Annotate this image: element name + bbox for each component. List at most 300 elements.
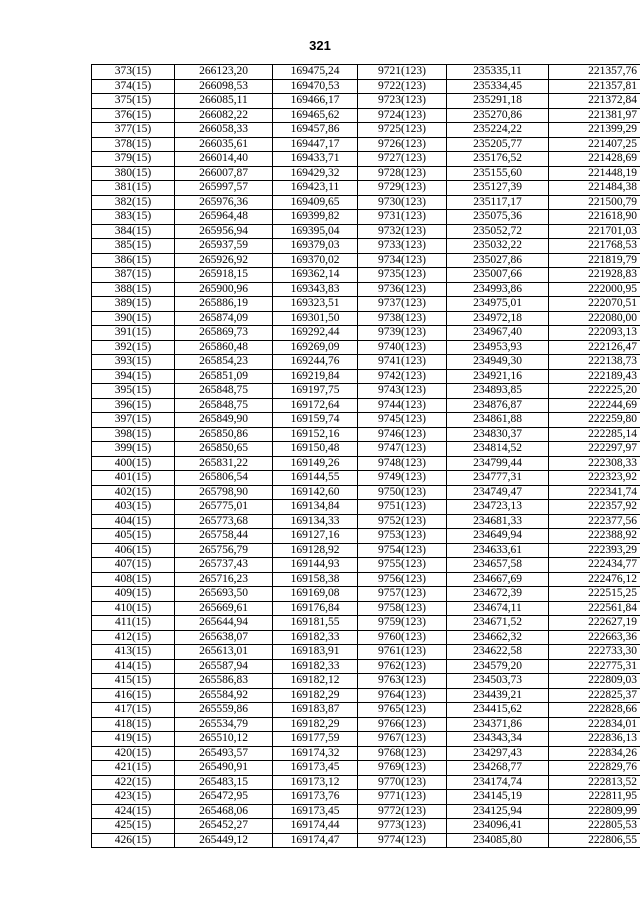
table-row — [92, 297, 640, 312]
x1-cell: 265644,94 — [175, 616, 273, 631]
table-row — [92, 355, 640, 370]
point-id2-cell: 9745(123) — [358, 413, 447, 428]
x2-cell: 235176,52 — [447, 152, 549, 167]
table-row — [92, 703, 640, 718]
point-id2-cell: 9760(123) — [358, 630, 447, 645]
y1-cell: 169182,29 — [273, 688, 358, 703]
x1-cell: 265937,59 — [175, 239, 273, 254]
point-id-cell: 425(15) — [92, 819, 175, 834]
table-row — [92, 94, 640, 109]
y2-cell: 222341,74 — [549, 485, 640, 500]
x1-cell: 265669,61 — [175, 601, 273, 616]
x1-cell: 265956,94 — [175, 224, 273, 239]
y1-cell: 169174,44 — [273, 819, 358, 834]
table-row — [92, 239, 640, 254]
y1-cell: 169395,04 — [273, 224, 358, 239]
point-id-cell: 396(15) — [92, 398, 175, 413]
y2-cell: 221768,53 — [549, 239, 640, 254]
x2-cell: 235205,77 — [447, 137, 549, 152]
x2-cell: 234667,69 — [447, 572, 549, 587]
y2-cell: 222627,19 — [549, 616, 640, 631]
table-row — [92, 732, 640, 747]
y2-cell: 222393,29 — [549, 543, 640, 558]
point-id2-cell: 9755(123) — [358, 558, 447, 573]
x1-cell: 265613,01 — [175, 645, 273, 660]
point-id-cell: 408(15) — [92, 572, 175, 587]
table-row — [92, 108, 640, 123]
y2-cell: 222829,76 — [549, 761, 640, 776]
x2-cell: 234876,87 — [447, 398, 549, 413]
table-row — [92, 282, 640, 297]
y1-cell: 169128,92 — [273, 543, 358, 558]
y1-cell: 169169,08 — [273, 587, 358, 602]
table-row — [92, 268, 640, 283]
point-id-cell: 399(15) — [92, 442, 175, 457]
x1-cell: 266007,87 — [175, 166, 273, 181]
y2-cell: 222811,95 — [549, 790, 640, 805]
point-id2-cell: 9738(123) — [358, 311, 447, 326]
x2-cell: 234633,61 — [447, 543, 549, 558]
y2-cell: 222093,13 — [549, 326, 640, 341]
x2-cell: 234861,88 — [447, 413, 549, 428]
point-id-cell: 405(15) — [92, 529, 175, 544]
x2-cell: 235155,60 — [447, 166, 549, 181]
table-row — [92, 717, 640, 732]
x2-cell: 235032,22 — [447, 239, 549, 254]
table-row — [92, 819, 640, 834]
y2-cell: 222138,73 — [549, 355, 640, 370]
y2-cell: 222515,25 — [549, 587, 640, 602]
y1-cell: 169182,12 — [273, 674, 358, 689]
x1-cell: 266035,61 — [175, 137, 273, 152]
coordinates-table-body — [92, 65, 640, 848]
y2-cell: 222377,56 — [549, 514, 640, 529]
point-id-cell: 386(15) — [92, 253, 175, 268]
y1-cell: 169174,47 — [273, 833, 358, 848]
y1-cell: 169159,74 — [273, 413, 358, 428]
point-id2-cell: 9740(123) — [358, 340, 447, 355]
point-id2-cell: 9742(123) — [358, 369, 447, 384]
y2-cell: 222834,26 — [549, 746, 640, 761]
y1-cell: 169127,16 — [273, 529, 358, 544]
table-row — [92, 326, 640, 341]
x2-cell: 235335,11 — [447, 65, 549, 80]
point-id-cell: 383(15) — [92, 210, 175, 225]
y2-cell: 222297,97 — [549, 442, 640, 457]
point-id2-cell: 9722(123) — [358, 79, 447, 94]
y1-cell: 169182,29 — [273, 717, 358, 732]
x2-cell: 234662,32 — [447, 630, 549, 645]
point-id-cell: 406(15) — [92, 543, 175, 558]
point-id-cell: 423(15) — [92, 790, 175, 805]
y2-cell: 222828,66 — [549, 703, 640, 718]
point-id-cell: 419(15) — [92, 732, 175, 747]
x2-cell: 235270,86 — [447, 108, 549, 123]
x2-cell: 234893,85 — [447, 384, 549, 399]
y1-cell: 169172,64 — [273, 398, 358, 413]
table-row — [92, 572, 640, 587]
point-id2-cell: 9756(123) — [358, 572, 447, 587]
table-row — [92, 529, 640, 544]
point-id-cell: 391(15) — [92, 326, 175, 341]
x2-cell: 234622,58 — [447, 645, 549, 660]
table-row — [92, 166, 640, 181]
x2-cell: 235075,36 — [447, 210, 549, 225]
x1-cell: 265918,15 — [175, 268, 273, 283]
y2-cell: 221928,83 — [549, 268, 640, 283]
table-row — [92, 645, 640, 660]
table-row — [92, 253, 640, 268]
x2-cell: 234268,77 — [447, 761, 549, 776]
y1-cell: 169465,62 — [273, 108, 358, 123]
x1-cell: 265452,27 — [175, 819, 273, 834]
y2-cell: 222434,77 — [549, 558, 640, 573]
table-row — [92, 65, 640, 80]
x2-cell: 234681,33 — [447, 514, 549, 529]
x2-cell: 234777,31 — [447, 471, 549, 486]
y2-cell: 222476,12 — [549, 572, 640, 587]
y1-cell: 169399,82 — [273, 210, 358, 225]
x2-cell: 234921,16 — [447, 369, 549, 384]
table-row — [92, 761, 640, 776]
table-row — [92, 413, 640, 428]
x1-cell: 265976,36 — [175, 195, 273, 210]
x1-cell: 265831,22 — [175, 456, 273, 471]
y1-cell: 169158,38 — [273, 572, 358, 587]
point-id-cell: 415(15) — [92, 674, 175, 689]
y2-cell: 222000,95 — [549, 282, 640, 297]
point-id-cell: 418(15) — [92, 717, 175, 732]
y2-cell: 221701,03 — [549, 224, 640, 239]
point-id2-cell: 9757(123) — [358, 587, 447, 602]
y1-cell: 169323,51 — [273, 297, 358, 312]
table-row — [92, 224, 640, 239]
point-id2-cell: 9721(123) — [358, 65, 447, 80]
point-id2-cell: 9727(123) — [358, 152, 447, 167]
y2-cell: 221399,29 — [549, 123, 640, 138]
point-id2-cell: 9758(123) — [358, 601, 447, 616]
point-id2-cell: 9774(123) — [358, 833, 447, 848]
y1-cell: 169182,33 — [273, 630, 358, 645]
y2-cell: 222308,33 — [549, 456, 640, 471]
x1-cell: 265559,86 — [175, 703, 273, 718]
y2-cell: 221500,79 — [549, 195, 640, 210]
table-row — [92, 485, 640, 500]
y1-cell: 169182,33 — [273, 659, 358, 674]
point-id2-cell: 9737(123) — [358, 297, 447, 312]
y2-cell: 222809,03 — [549, 674, 640, 689]
x2-cell: 234343,34 — [447, 732, 549, 747]
y2-cell: 222809,99 — [549, 804, 640, 819]
y1-cell: 169144,55 — [273, 471, 358, 486]
point-id2-cell: 9736(123) — [358, 282, 447, 297]
table-row — [92, 659, 640, 674]
x1-cell: 265869,73 — [175, 326, 273, 341]
y1-cell: 169152,16 — [273, 427, 358, 442]
x2-cell: 234579,20 — [447, 659, 549, 674]
x2-cell: 234371,86 — [447, 717, 549, 732]
x2-cell: 234749,47 — [447, 485, 549, 500]
point-id-cell: 397(15) — [92, 413, 175, 428]
table-row — [92, 427, 640, 442]
point-id-cell: 378(15) — [92, 137, 175, 152]
table-row — [92, 558, 640, 573]
table-row — [92, 543, 640, 558]
y1-cell: 169150,48 — [273, 442, 358, 457]
point-id-cell: 389(15) — [92, 297, 175, 312]
y2-cell: 222357,92 — [549, 500, 640, 515]
x2-cell: 235052,72 — [447, 224, 549, 239]
point-id2-cell: 9751(123) — [358, 500, 447, 515]
y1-cell: 169183,91 — [273, 645, 358, 660]
y2-cell: 222225,20 — [549, 384, 640, 399]
y1-cell: 169362,14 — [273, 268, 358, 283]
x1-cell: 265483,15 — [175, 775, 273, 790]
table-row — [92, 775, 640, 790]
table-row — [92, 137, 640, 152]
y1-cell: 169176,84 — [273, 601, 358, 616]
x2-cell: 235117,17 — [447, 195, 549, 210]
table-row — [92, 833, 640, 848]
point-id-cell: 398(15) — [92, 427, 175, 442]
x1-cell: 265874,09 — [175, 311, 273, 326]
x1-cell: 265850,65 — [175, 442, 273, 457]
y2-cell: 222070,51 — [549, 297, 640, 312]
y2-cell: 221381,97 — [549, 108, 640, 123]
point-id2-cell: 9733(123) — [358, 239, 447, 254]
x2-cell: 234415,62 — [447, 703, 549, 718]
y2-cell: 222080,00 — [549, 311, 640, 326]
x2-cell: 234723,13 — [447, 500, 549, 515]
point-id-cell: 422(15) — [92, 775, 175, 790]
y2-cell: 222836,13 — [549, 732, 640, 747]
y2-cell: 222244,69 — [549, 398, 640, 413]
point-id-cell: 413(15) — [92, 645, 175, 660]
x1-cell: 265586,83 — [175, 674, 273, 689]
x1-cell: 265510,12 — [175, 732, 273, 747]
x1-cell: 265737,43 — [175, 558, 273, 573]
y2-cell: 222834,01 — [549, 717, 640, 732]
x1-cell: 265773,68 — [175, 514, 273, 529]
x2-cell: 234649,94 — [447, 529, 549, 544]
y1-cell: 169447,17 — [273, 137, 358, 152]
table-row — [92, 500, 640, 515]
x1-cell: 265854,23 — [175, 355, 273, 370]
point-id-cell: 387(15) — [92, 268, 175, 283]
table-row — [92, 398, 640, 413]
point-id2-cell: 9765(123) — [358, 703, 447, 718]
y1-cell: 169173,76 — [273, 790, 358, 805]
x2-cell: 234975,01 — [447, 297, 549, 312]
x1-cell: 265806,54 — [175, 471, 273, 486]
x2-cell: 234671,52 — [447, 616, 549, 631]
point-id-cell: 407(15) — [92, 558, 175, 573]
y1-cell: 169244,76 — [273, 355, 358, 370]
table-row — [92, 688, 640, 703]
x1-cell: 265900,96 — [175, 282, 273, 297]
point-id-cell: 412(15) — [92, 630, 175, 645]
point-id-cell: 404(15) — [92, 514, 175, 529]
y1-cell: 169183,87 — [273, 703, 358, 718]
y2-cell: 222813,52 — [549, 775, 640, 790]
table-row — [92, 369, 640, 384]
y2-cell: 222733,30 — [549, 645, 640, 660]
y1-cell: 169173,12 — [273, 775, 358, 790]
point-id2-cell: 9761(123) — [358, 645, 447, 660]
x1-cell: 265584,92 — [175, 688, 273, 703]
x1-cell: 265851,09 — [175, 369, 273, 384]
y2-cell: 221357,81 — [549, 79, 640, 94]
y2-cell: 221484,38 — [549, 181, 640, 196]
y2-cell: 221407,25 — [549, 137, 640, 152]
point-id2-cell: 9770(123) — [358, 775, 447, 790]
table-row — [92, 616, 640, 631]
point-id-cell: 375(15) — [92, 94, 175, 109]
point-id-cell: 388(15) — [92, 282, 175, 297]
point-id2-cell: 9768(123) — [358, 746, 447, 761]
table-row — [92, 181, 640, 196]
x1-cell: 265964,48 — [175, 210, 273, 225]
table-row — [92, 123, 640, 138]
point-id-cell: 385(15) — [92, 239, 175, 254]
x2-cell: 234085,80 — [447, 833, 549, 848]
x1-cell: 266123,20 — [175, 65, 273, 80]
point-id2-cell: 9725(123) — [358, 123, 447, 138]
table-row — [92, 587, 640, 602]
point-id2-cell: 9763(123) — [358, 674, 447, 689]
point-id-cell: 421(15) — [92, 761, 175, 776]
y1-cell: 169269,09 — [273, 340, 358, 355]
x1-cell: 265716,23 — [175, 572, 273, 587]
point-id-cell: 403(15) — [92, 500, 175, 515]
x1-cell: 266085,11 — [175, 94, 273, 109]
x1-cell: 265775,01 — [175, 500, 273, 515]
point-id-cell: 384(15) — [92, 224, 175, 239]
x2-cell: 234145,19 — [447, 790, 549, 805]
x1-cell: 265468,06 — [175, 804, 273, 819]
table-row — [92, 195, 640, 210]
x2-cell: 234125,94 — [447, 804, 549, 819]
point-id2-cell: 9724(123) — [358, 108, 447, 123]
point-id-cell: 394(15) — [92, 369, 175, 384]
y2-cell: 222805,53 — [549, 819, 640, 834]
page-number: 321 — [309, 38, 331, 53]
table-row — [92, 384, 640, 399]
y1-cell: 169292,44 — [273, 326, 358, 341]
point-id-cell: 379(15) — [92, 152, 175, 167]
x2-cell: 234993,86 — [447, 282, 549, 297]
table-row — [92, 456, 640, 471]
x2-cell: 235027,86 — [447, 253, 549, 268]
y1-cell: 169470,53 — [273, 79, 358, 94]
x2-cell: 234657,58 — [447, 558, 549, 573]
x2-cell: 234672,39 — [447, 587, 549, 602]
x2-cell: 234096,41 — [447, 819, 549, 834]
y1-cell: 169181,55 — [273, 616, 358, 631]
point-id2-cell: 9753(123) — [358, 529, 447, 544]
x1-cell: 266014,40 — [175, 152, 273, 167]
point-id-cell: 395(15) — [92, 384, 175, 399]
x1-cell: 265472,95 — [175, 790, 273, 805]
x1-cell: 265638,07 — [175, 630, 273, 645]
point-id2-cell: 9767(123) — [358, 732, 447, 747]
point-id-cell: 426(15) — [92, 833, 175, 848]
point-id-cell: 382(15) — [92, 195, 175, 210]
point-id-cell: 409(15) — [92, 587, 175, 602]
x2-cell: 235127,39 — [447, 181, 549, 196]
y1-cell: 169174,32 — [273, 746, 358, 761]
point-id2-cell: 9732(123) — [358, 224, 447, 239]
table-row — [92, 152, 640, 167]
x1-cell: 266058,33 — [175, 123, 273, 138]
point-id-cell: 377(15) — [92, 123, 175, 138]
y1-cell: 169301,50 — [273, 311, 358, 326]
y1-cell: 169173,45 — [273, 761, 358, 776]
y2-cell: 222285,14 — [549, 427, 640, 442]
y2-cell: 222561,84 — [549, 601, 640, 616]
x2-cell: 234972,18 — [447, 311, 549, 326]
y2-cell: 221428,69 — [549, 152, 640, 167]
table-row — [92, 442, 640, 457]
point-id2-cell: 9744(123) — [358, 398, 447, 413]
y2-cell: 222388,92 — [549, 529, 640, 544]
x1-cell: 265886,19 — [175, 297, 273, 312]
y2-cell: 222775,31 — [549, 659, 640, 674]
point-id-cell: 410(15) — [92, 601, 175, 616]
y1-cell: 169173,45 — [273, 804, 358, 819]
x1-cell: 265756,79 — [175, 543, 273, 558]
y2-cell: 221819,79 — [549, 253, 640, 268]
point-id-cell: 411(15) — [92, 616, 175, 631]
point-id2-cell: 9754(123) — [358, 543, 447, 558]
point-id-cell: 402(15) — [92, 485, 175, 500]
x1-cell: 265860,48 — [175, 340, 273, 355]
point-id2-cell: 9723(123) — [358, 94, 447, 109]
y1-cell: 169475,24 — [273, 65, 358, 80]
y1-cell: 169144,93 — [273, 558, 358, 573]
x2-cell: 234174,74 — [447, 775, 549, 790]
x2-cell: 235007,66 — [447, 268, 549, 283]
y1-cell: 169433,71 — [273, 152, 358, 167]
point-id2-cell: 9764(123) — [358, 688, 447, 703]
y2-cell: 221357,76 — [549, 65, 640, 80]
table-row — [92, 790, 640, 805]
x1-cell: 265758,44 — [175, 529, 273, 544]
y2-cell: 222323,92 — [549, 471, 640, 486]
x2-cell: 234439,21 — [447, 688, 549, 703]
y1-cell: 169219,84 — [273, 369, 358, 384]
point-id2-cell: 9762(123) — [358, 659, 447, 674]
point-id-cell: 376(15) — [92, 108, 175, 123]
x2-cell: 235224,22 — [447, 123, 549, 138]
point-id-cell: 393(15) — [92, 355, 175, 370]
x2-cell: 234297,43 — [447, 746, 549, 761]
point-id-cell: 381(15) — [92, 181, 175, 196]
point-id-cell: 390(15) — [92, 311, 175, 326]
point-id2-cell: 9730(123) — [358, 195, 447, 210]
point-id-cell: 416(15) — [92, 688, 175, 703]
table-row — [92, 340, 640, 355]
x2-cell: 234953,93 — [447, 340, 549, 355]
x1-cell: 265848,75 — [175, 384, 273, 399]
point-id2-cell: 9739(123) — [358, 326, 447, 341]
y1-cell: 169134,33 — [273, 514, 358, 529]
point-id2-cell: 9749(123) — [358, 471, 447, 486]
table-row — [92, 311, 640, 326]
y1-cell: 169149,26 — [273, 456, 358, 471]
x1-cell: 266082,22 — [175, 108, 273, 123]
point-id-cell: 424(15) — [92, 804, 175, 819]
